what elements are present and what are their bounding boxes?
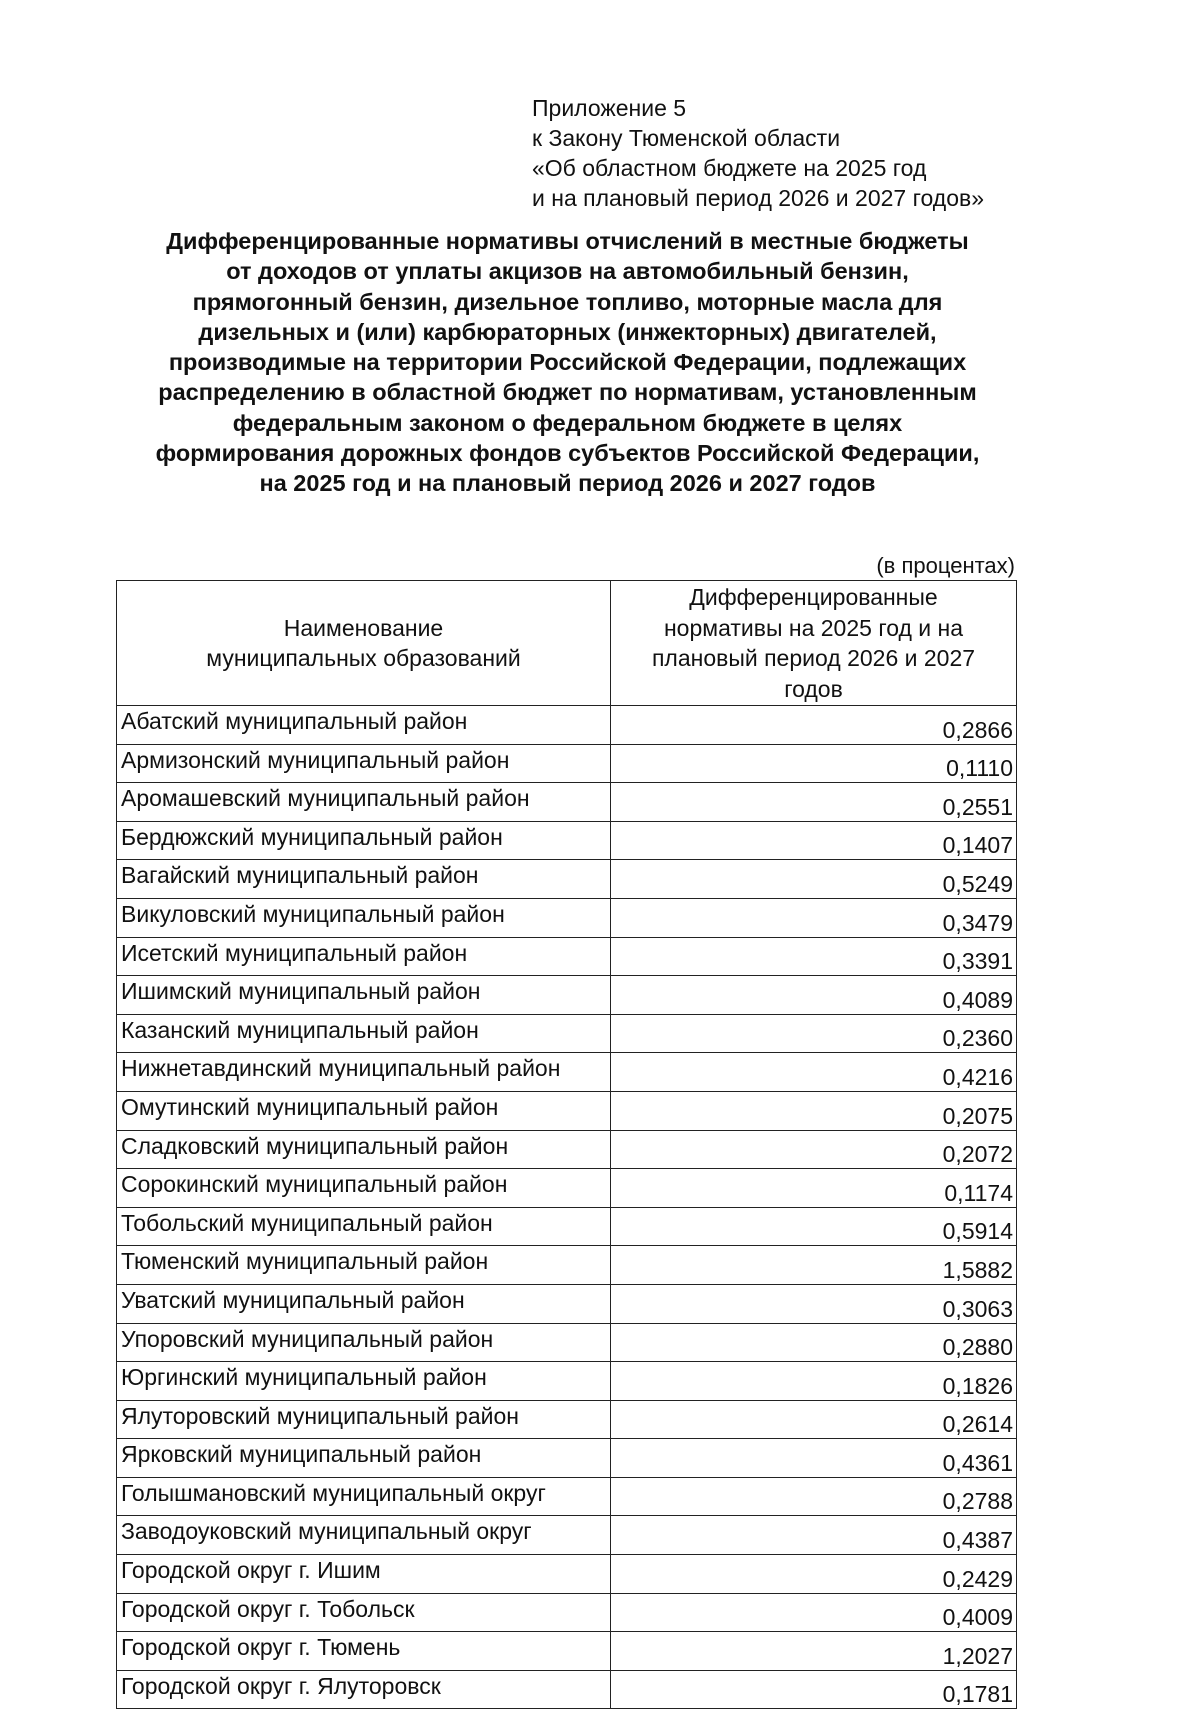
table-row (117, 1053, 1017, 1092)
table-row (117, 821, 1017, 860)
norm-value: 0,2866 (611, 706, 1017, 745)
norm-value: 0,3063 (611, 1284, 1017, 1323)
table-row (117, 937, 1017, 976)
norm-value: 0,1174 (611, 1169, 1017, 1208)
norm-value: 0,2360 (611, 1014, 1017, 1053)
municipality-name: Сладковский муниципальный район (117, 1130, 611, 1169)
municipality-name: Тюменский муниципальный район (117, 1246, 611, 1285)
municipality-name: Абатский муниципальный район (117, 706, 611, 745)
table-row (117, 1439, 1017, 1478)
title-line: дизельных и (или) карбюраторных (инжекторных) двигателей, (198, 318, 937, 345)
header-norm-line: годов (784, 675, 843, 702)
table-row (117, 1362, 1017, 1401)
table-row (117, 783, 1017, 822)
table-row (117, 860, 1017, 899)
title-line: производимые на территории Российской Федерации, подлежащих (168, 349, 967, 376)
table-row (117, 1555, 1017, 1594)
municipality-name: Сорокинский муниципальный район (117, 1169, 611, 1208)
norm-value: 1,2027 (611, 1632, 1017, 1671)
municipality-name: Викуловский муниципальный район (117, 898, 611, 937)
header-norm-line: нормативы на 2025 год и на (663, 614, 964, 641)
municipality-name: Казанский муниципальный район (117, 1014, 611, 1053)
title-line: прямогонный бензин, дизельное топливо, моторные масла для (192, 288, 943, 315)
municipality-name: Заводоуковский муниципальный округ (117, 1516, 611, 1555)
municipality-name: Аромашевский муниципальный район (117, 783, 611, 822)
table-row (117, 1516, 1017, 1555)
norm-value: 0,1110 (611, 744, 1017, 783)
table-row (117, 1632, 1017, 1671)
table-row (117, 1246, 1017, 1285)
table-row (117, 976, 1017, 1015)
municipality-name: Голышмановский муниципальный округ (117, 1477, 611, 1516)
norm-value: 0,5914 (611, 1207, 1017, 1246)
header-municipality (117, 581, 611, 706)
table-row (117, 1091, 1017, 1130)
municipality-name: Омутинский муниципальный район (117, 1091, 611, 1130)
table-row (117, 1400, 1017, 1439)
appendix-line: и на плановый период 2026 и 2027 годов» (532, 185, 984, 211)
municipality-name: Упоровский муниципальный район (117, 1323, 611, 1362)
norm-value: 0,3391 (611, 937, 1017, 976)
norm-value: 0,4089 (611, 976, 1017, 1015)
municipality-name: Юргинский муниципальный район (117, 1362, 611, 1401)
norm-value: 0,4361 (611, 1439, 1017, 1478)
municipality-name: Бердюжский муниципальный район (117, 821, 611, 860)
header-norm-line: плановый период 2026 и 2027 (651, 645, 976, 671)
table-row (117, 898, 1017, 937)
document-title (80, 226, 1055, 499)
table-row (117, 1207, 1017, 1246)
municipality-name: Городской округ г. Ишим (117, 1555, 611, 1594)
norm-value: 0,5249 (611, 860, 1017, 899)
appendix-line: к Закону Тюменской области (532, 125, 841, 151)
title-line: формирования дорожных фондов субъектов Российской Федерации, (155, 440, 980, 467)
table-row (117, 1284, 1017, 1323)
table-row (117, 1593, 1017, 1632)
title-line: федеральным законом о федеральном бюджете в целях (232, 409, 903, 436)
table-header-row (117, 581, 1017, 706)
norm-value: 0,2551 (611, 783, 1017, 822)
norm-value: 0,1781 (611, 1670, 1017, 1709)
norm-value: 0,2614 (611, 1400, 1017, 1439)
title-line: на 2025 год и на плановый период 2026 и 2027 годов (259, 470, 876, 497)
table-row (117, 744, 1017, 783)
norm-value: 1,5882 (611, 1246, 1017, 1285)
header-municipality-line: муниципальных образований (206, 645, 521, 671)
table-row (117, 1169, 1017, 1208)
norm-value: 0,1407 (611, 821, 1017, 860)
municipality-name: Ишимский муниципальный район (117, 976, 611, 1015)
norm-value: 0,4009 (611, 1593, 1017, 1632)
municipality-name: Городской округ г. Ялуторовск (117, 1670, 611, 1709)
table-row (117, 1670, 1017, 1709)
municipality-name: Уватский муниципальный район (117, 1284, 611, 1323)
table-row (117, 1014, 1017, 1053)
title-line: распределению в областной бюджет по нормативам, установленным (158, 379, 977, 406)
header-norm-line: Дифференцированные (689, 584, 938, 610)
norm-value: 0,2075 (611, 1091, 1017, 1130)
municipality-name: Вагайский муниципальный район (117, 860, 611, 899)
norm-value: 0,4216 (611, 1053, 1017, 1092)
title-line: Дифференцированные нормативы отчислений в местные бюджеты (166, 228, 969, 254)
table-row (117, 1477, 1017, 1516)
municipality-name: Тобольский муниципальный район (117, 1207, 611, 1246)
table-row (117, 706, 1017, 745)
unit-note: (в процентах) (876, 553, 1015, 578)
header-municipality-line: Наименование (283, 614, 444, 641)
table-row (117, 1130, 1017, 1169)
municipality-name: Городской округ г. Тюмень (117, 1632, 611, 1671)
municipality-name: Нижнетавдинский муниципальный район (117, 1053, 611, 1092)
municipality-name: Городской округ г. Тобольск (117, 1593, 611, 1632)
appendix-line: «Об областном бюджете на 2025 год (532, 155, 927, 181)
norm-value: 0,2429 (611, 1555, 1017, 1594)
norm-value: 0,2788 (611, 1477, 1017, 1516)
header-norm-value (611, 581, 1017, 706)
appendix-note (532, 93, 984, 213)
table-row (117, 1323, 1017, 1362)
municipality-name: Исетский муниципальный район (117, 937, 611, 976)
norm-value: 0,2880 (611, 1323, 1017, 1362)
norm-value: 0,1826 (611, 1362, 1017, 1401)
municipality-name: Армизонский муниципальный район (117, 744, 611, 783)
norm-value: 0,4387 (611, 1516, 1017, 1555)
appendix-line: Приложение 5 (532, 95, 687, 121)
municipality-name: Ялуторовский муниципальный район (117, 1400, 611, 1439)
municipality-name: Ярковский муниципальный район (117, 1439, 611, 1478)
norm-value: 0,2072 (611, 1130, 1017, 1169)
title-line: от доходов от уплаты акцизов на автомобильный бензин, (226, 258, 909, 285)
norms-table (116, 580, 1017, 1709)
norm-value: 0,3479 (611, 898, 1017, 937)
